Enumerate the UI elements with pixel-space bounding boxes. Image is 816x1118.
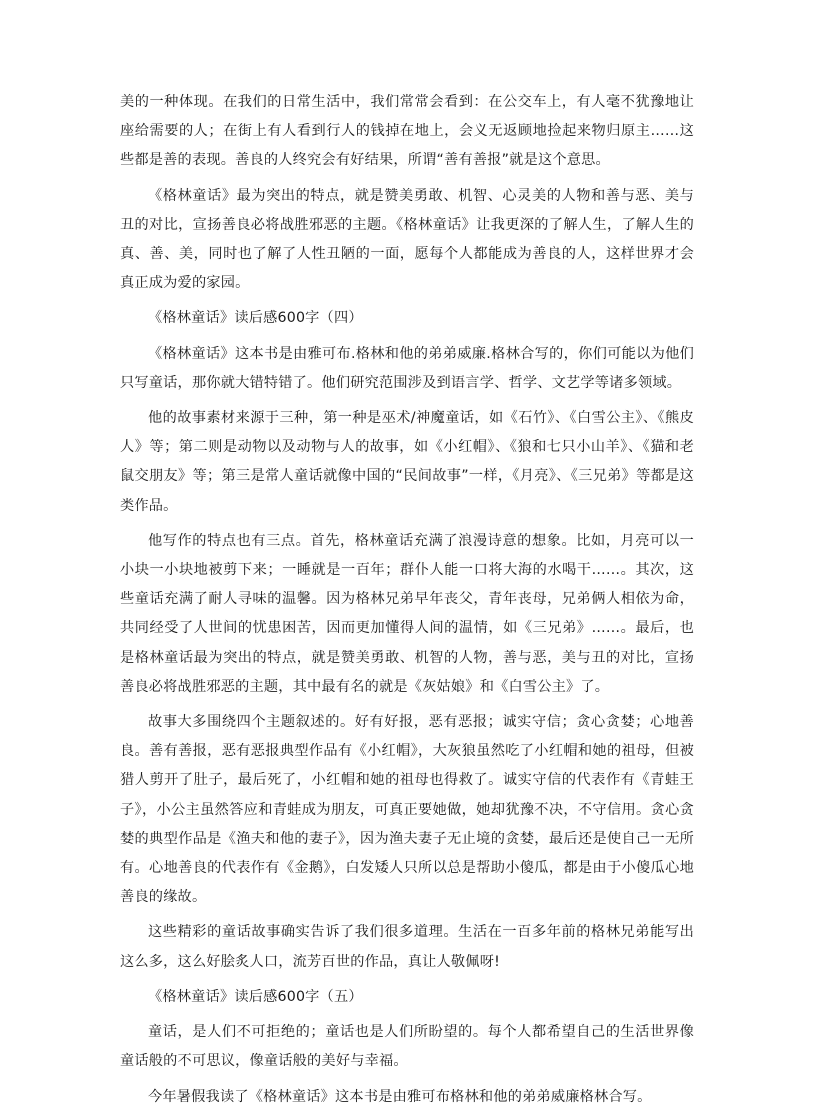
paragraph-9: 今年暑假我读了《格林童话》这本书是由雅可布格林和他的弟弟威廉格林合写。 [148,1088,652,1105]
document-page [120,88,694,1118]
paragraph-3: 《格林童话》这本书是由雅可布.格林和他的弟弟威廉.格林合写的，你们可能以为他们只写童话，那你就大错特错了。他们研究范围涉及到语言学、哲学、文艺学等诸多领域。 [120,345,694,391]
paragraph-7: 这些精彩的童话故事确实告诉了我们很多道理。生活在一百多年前的格林兄弟能写出这么多，这么好脍炙人口，流芳百世的作品，真让人敬佩呀! [120,924,694,970]
paragraph-6: 故事大多围绕四个主题叙述的。好有好报，恶有恶报；诚实守信；贪心贪婪；心地善良。善有善报，恶有恶报典型作品有《小红帽》，大灰狼虽然吃了小红帽和她的祖母，但被猎人剪开了肚子，最后死了，小红帽和她的祖母也得救了。诚实守信的代表作有《青蛙王子》，小公主虽然答应和青蛙成为朋友，可真正要她做，她却犹豫不决，不守信用。贪心贪婪的典型作品是《渔夫和他的妻子》，因为渔夫妻子无止境的贪婪，最后还是使自己一无所有。心地善良的代表作有《金鹅》，白发矮人只所以总是帮助小傻瓜，都是由于小傻瓜心地善良的缘故。 [120,714,694,906]
paragraph-8: 童话，是人们不可拒绝的；童话也是人们所盼望的。每个人都希望自己的生活世界像童话般的不可思议，像童话般的美好与幸福。 [120,1024,694,1070]
section-heading-4: 《格林童话》读后感600字（四） [148,310,363,327]
section-heading-5: 《格林童话》读后感600字（五） [148,988,363,1005]
paragraph-4: 他的故事素材来源于三种，第一种是巫术/神魔童话，如《石竹》、《白雪公主》、《熊皮人》等；第二则是动物以及动物与人的故事，如《小红帽》、《狼和七只小山羊》、《猫和老鼠交朋友》等；第三是常人童话就像中国的“民间故事”一样，《月亮》、《三兄弟》等都是这类作品。 [120,410,694,514]
paragraph-5: 他写作的特点也有三点。首先，格林童话充满了浪漫诗意的想象。比如，月亮可以一小块一小块地被剪下来；一睡就是一百年；群仆人能一口将大海的水喝干……。其次，这些童话充满了耐人寻味的温馨。因为格林兄弟早年丧父，青年丧母，兄弟俩人相依为命，共同经受了人世间的忧患困苦，因而更加懂得人间的温情，如《三兄弟》……。最后，也是格林童话最为突出的特点，就是赞美勇敢、机智的人物，善与恶，美与丑的对比，宣扬善良必将战胜邪恶的主题，其中最有名的就是《灰姑娘》和《白雪公主》了。 [120,532,694,695]
paragraph-2: 《格林童话》最为突出的特点，就是赞美勇敢、机智、心灵美的人物和善与恶、美与丑的对比，宣扬善良必将战胜邪恶的主题。《格林童话》让我更深的了解人生，了解人生的真、善、美，同时也了解了人性丑陋的一面，愿每个人都能成为善良的人，这样世界才会真正成为爱的家园。 [120,187,694,292]
paragraph-1: 美的一种体现。在我们的日常生活中，我们常常会看到：在公交车上，有人毫不犹豫地让座给需要的人；在街上有人看到行人的钱掉在地上，会义无返顾地捡起来物归原主……这些都是善的表现。善良的人终究会有好结果，所谓“善有善报”就是这个意思。 [120,94,694,169]
